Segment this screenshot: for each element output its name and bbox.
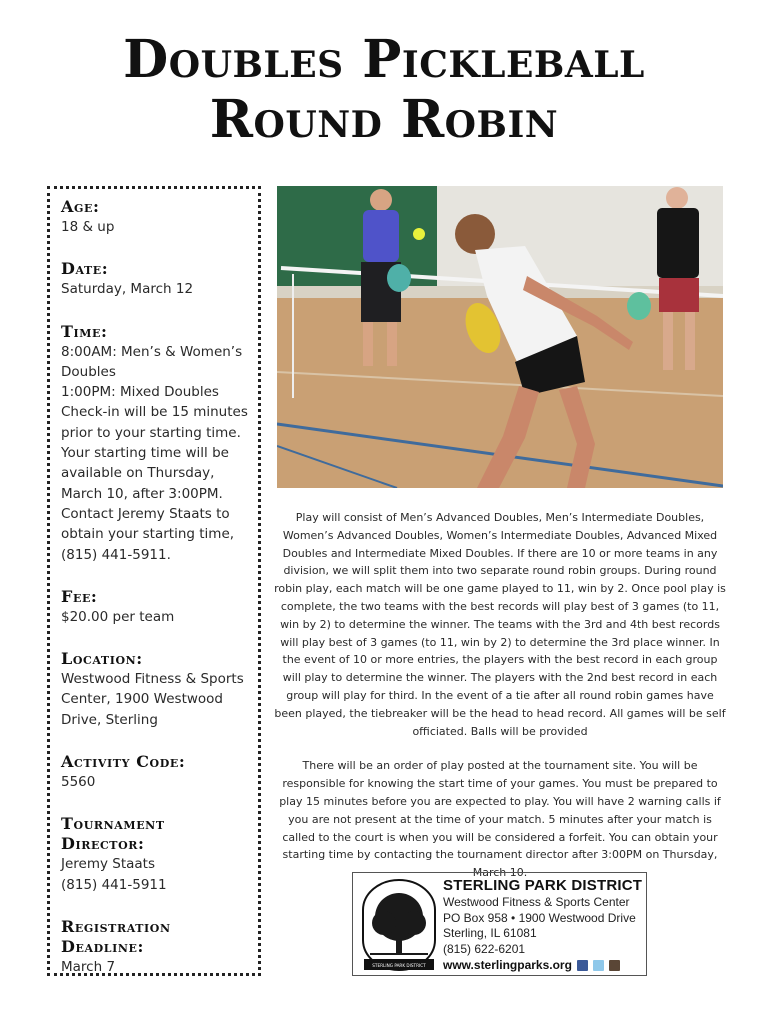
logo-caption: STERLING PARK DISTRICT [372,963,426,968]
time-line: Check-in will be 15 minutes [61,404,248,421]
deadline-section [61,917,248,977]
instagram-icon[interactable] [609,960,620,971]
district-phone: (815) 622-6201 [443,941,526,956]
director-section [61,814,248,895]
district-name: STERLING PARK DISTRICT [443,877,643,894]
facebook-icon[interactable] [577,960,588,971]
location-heading: Location: [61,649,143,669]
order-of-play-paragraph: There will be an order of play posted at the tournament site. You will be responsible for knowing the start time of your games. You must be prepared to play 15 minutes before you are expected to play. You will have 2 warning calls if you are not present at the time of your match. 5 minutes after your match is called to the court is when you will be considered a forfeit. You can obtain your starting time by contacting the tournament director after 3:00PM on Thursday, March 10. [279,759,721,880]
time-heading: Time: [61,321,108,341]
activity-code-heading: Activity Code: [61,752,186,772]
deadline-heading: Deadline: [61,936,144,956]
title-line-1: Doubles Pickleball [123,29,645,90]
pickleball-photo-illustration [277,186,723,488]
info-sidebar [47,186,261,976]
date-value: Saturday, March 12 [61,281,194,298]
fee-value: $20.00 per team [61,608,175,625]
district-address: PO Box 958 • 1900 Westwood Drive [443,910,636,925]
location-line: Westwood Fitness & Sports [61,671,244,688]
pickleball-photo [277,186,723,488]
time-line: available on Thursday, [61,465,215,482]
time-line: (815) 441-5911. [61,546,171,563]
age-heading: Age: [61,197,100,216]
time-section [61,322,248,565]
district-website-link[interactable]: www.sterlingparks.org [443,958,572,972]
fee-section [61,587,248,627]
time-line: 1:00PM: Mixed Doubles [61,384,219,401]
time-line: prior to your starting time. [61,424,241,441]
age-value: 18 & up [61,219,115,235]
tree-logo-icon [362,879,436,971]
district-contact [443,877,643,973]
time-line: March 10, after 3:00PM. [61,485,223,502]
date-section [61,259,248,299]
tournament-description [273,509,727,899]
activity-code-section [61,752,248,792]
time-line: Doubles [61,363,116,380]
location-line: Drive, Sterling [61,711,158,728]
time-line: obtain your starting time, [61,526,235,543]
director-heading: Tournament [61,814,165,834]
twitter-icon[interactable] [593,960,604,971]
title-line-2: Round Robin [209,89,559,150]
district-website-row [443,957,643,973]
age-section [61,197,248,237]
page-title [0,30,768,150]
district-info-box [352,872,647,976]
deadline-heading: Registration [61,916,171,936]
time-line: Contact Jeremy Staats to [61,505,230,522]
director-heading: Director: [61,834,145,854]
date-heading: Date: [61,259,109,279]
location-section [61,649,248,730]
director-phone: (815) 441-5911 [61,876,167,893]
fee-heading: Fee: [61,586,98,606]
activity-code-value: 5560 [61,774,96,791]
district-city: Sterling, IL 61081 [443,926,537,940]
location-line: Center, 1900 Westwood [61,691,223,708]
time-line: Your starting time will be [61,445,229,462]
district-facility: Westwood Fitness & Sports Center [443,895,630,909]
time-line: 8:00AM: Men’s & Women’s [61,343,243,360]
district-logo [362,879,436,971]
rules-paragraph: Play will consist of Men’s Advanced Doubles, Men’s Intermediate Doubles, Women’s Advanced Doubles, Women’s Intermediate Doubles, Advanced Mixed Doubles and Intermediate Mixed Doubles. If there are 10 or more teams in any division, we will split them into two separate round robin groups. During round robin play, each match will be one game played to 11, win by 2. Once pool play is complete, the two teams with the best records will play best of 3 games (to 11, win by 2) to determine the winner. The teams with the 3rd and 4th best records will play best of 3 games (to 11, win by 2) to determine the 3rd place winner. In the event of 10 or more entries, the players with the best record in each group will play to determine the winner. The players with the 2nd best record in each group will play for third. In the event of a tie after all round robin games have been played, the tiebreaker will be the head to head record. All games will be self officiated. Balls will be provided [274,511,726,738]
deadline-value: March 7 [61,958,116,975]
director-name: Jeremy Staats [61,856,156,873]
